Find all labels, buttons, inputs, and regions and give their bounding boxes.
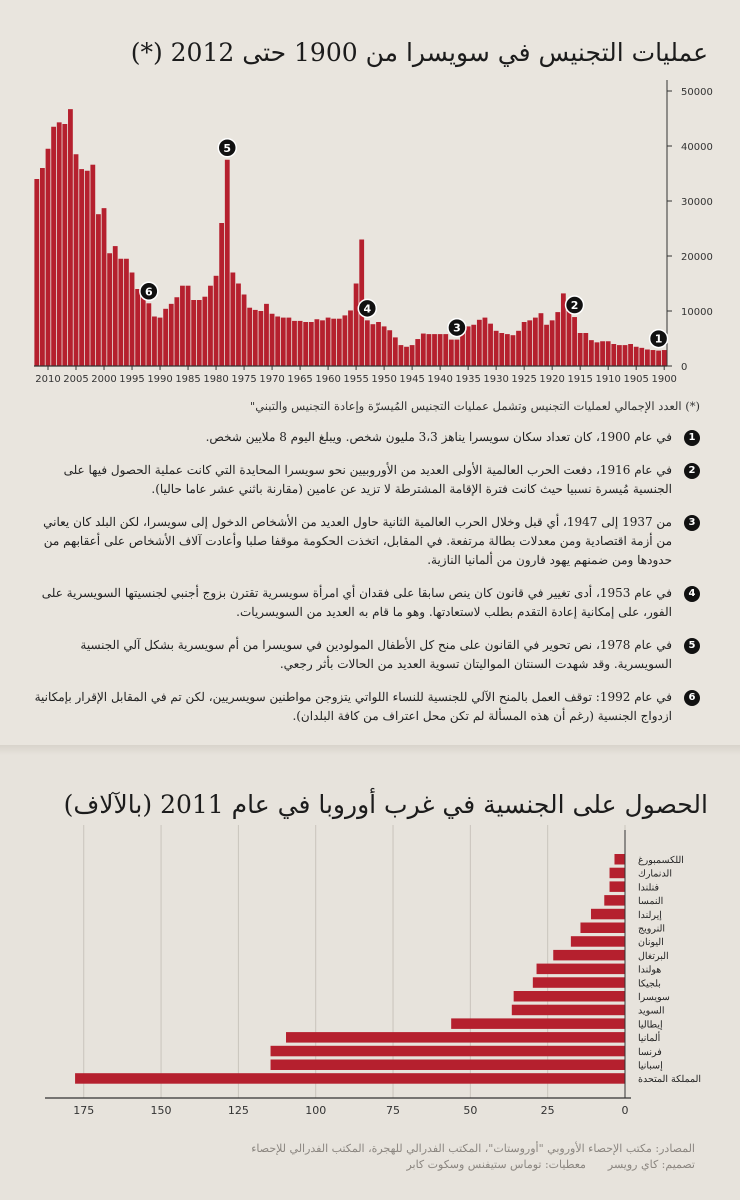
bar <box>662 350 667 366</box>
x-tick-label: 1960 <box>315 374 341 385</box>
bar <box>130 273 135 367</box>
bar <box>163 309 168 366</box>
note-marker-2: 2 <box>684 463 700 479</box>
bar <box>258 311 263 366</box>
bar <box>449 340 454 366</box>
bar <box>174 297 179 366</box>
panel-separator <box>0 745 740 755</box>
note-item <box>30 584 700 622</box>
bar <box>342 315 347 366</box>
bar <box>610 868 625 879</box>
y-tick-label: 40000 <box>681 142 713 153</box>
category-label: فنلندا <box>638 882 660 894</box>
bar <box>578 333 583 366</box>
bar <box>614 854 625 865</box>
bar <box>271 1060 625 1071</box>
note-marker-4: 4 <box>684 586 700 602</box>
x-tick-label: 1940 <box>427 374 453 385</box>
x-tick-label: 2005 <box>63 374 89 385</box>
bar <box>550 320 555 366</box>
bar <box>634 347 639 366</box>
bar <box>466 326 471 366</box>
bar <box>451 1018 625 1029</box>
marker-label: 5 <box>223 141 232 155</box>
x-tick-label: 1930 <box>483 374 509 385</box>
y-tick-label: 20000 <box>681 252 713 263</box>
bar <box>57 122 62 366</box>
bar <box>331 319 336 366</box>
bar <box>537 964 625 975</box>
bar <box>600 341 605 366</box>
sources-line: المصادر: مكتب الإحصاء الأوروبي "أوروستات"، المكتب الفدرالي للهجرة، المكتب الفدرالي للإحصاء <box>251 1142 695 1155</box>
bar <box>264 304 269 366</box>
bar <box>326 318 331 366</box>
x-tick-label: 1970 <box>259 374 285 385</box>
note-text: في عام 1900، كان تعداد سكان سويسرا يناهز 3،3 مليون شخص. ويبلغ اليوم 8 ملايين شخص. <box>205 430 672 444</box>
bar <box>555 312 560 366</box>
y-tick-label: 30000 <box>681 197 713 208</box>
note-marker-1: 1 <box>684 430 700 446</box>
chart1-footnote: (*) العدد الإجمالي لعمليات التجنيس وتشمل عمليات التجنيس المُيسرّة وإعادة التجنيس والتبني" <box>249 399 700 413</box>
marker-label: 6 <box>145 285 153 299</box>
marker-label: 2 <box>570 299 579 313</box>
bar <box>365 320 370 366</box>
note-text: في عام 1953، أدى تغيير في قانون كان ينص سابقا على فقدان أي امرأة سويسرية تقترن بزوج أجنبي لجنسيتها السويسرية على الفور، على إمكانية إعادة التقدم بطلب لاستعادتها. وهو ما قام به العديد من السويسريات. <box>41 586 672 619</box>
x-tick-label: 150 <box>150 1104 172 1117</box>
x-tick-label: 1915 <box>567 374 593 385</box>
note-text: في عام 1978، نص تحوير في القانون على منح كل الأطفال المولودين في سويسرا من أم سويسرية بشكل آلي الجنسية السويسرية. وقد شهدت السنتان المواليتان تسوية العديد من الحالات بأثر رجعي. <box>80 638 672 671</box>
sources <box>95 1141 695 1173</box>
bar <box>298 321 303 366</box>
x-tick-label: 175 <box>73 1104 95 1117</box>
bar <box>320 320 325 366</box>
bar <box>639 348 644 366</box>
bar <box>113 246 118 366</box>
x-tick-label: 1935 <box>455 374 481 385</box>
bar <box>247 308 252 366</box>
credits <box>95 1157 695 1173</box>
bar <box>242 295 247 367</box>
bar <box>40 168 45 366</box>
category-label: سويسرا <box>638 992 670 1003</box>
bar <box>96 214 101 366</box>
bar <box>610 881 625 892</box>
category-label: إسبانيا <box>638 1060 663 1072</box>
note-marker-5: 5 <box>684 638 700 654</box>
bar <box>152 317 157 367</box>
bar <box>141 293 146 366</box>
category-label: إيرلندا <box>638 909 662 921</box>
bar <box>522 322 527 366</box>
x-tick-label: 1955 <box>343 374 369 385</box>
category-label: النرويج <box>638 923 666 935</box>
bar <box>494 331 499 366</box>
bar <box>292 321 297 366</box>
bar <box>208 286 213 366</box>
x-tick-label: 75 <box>386 1104 401 1117</box>
bar <box>404 347 409 366</box>
y-tick-label: 50000 <box>681 87 713 98</box>
bar <box>512 1005 625 1016</box>
bar <box>580 923 625 934</box>
bar <box>606 341 611 366</box>
bar <box>90 165 95 366</box>
bar <box>591 909 625 920</box>
bar <box>146 303 151 366</box>
bar <box>488 324 493 366</box>
bar <box>68 109 73 366</box>
category-label: بلجيكا <box>638 978 661 990</box>
bar <box>62 124 67 366</box>
x-tick-label: 1905 <box>623 374 649 385</box>
bar <box>202 297 207 366</box>
x-tick-label: 1900 <box>651 374 677 385</box>
x-tick-label: 1975 <box>231 374 257 385</box>
bar <box>118 259 123 366</box>
bar <box>197 300 202 366</box>
europe-citizenship-bar-chart <box>0 800 740 1140</box>
category-label: اليونان <box>638 937 664 949</box>
design-credit: تصميم: كاي رويسر <box>607 1158 695 1171</box>
bar <box>499 333 504 366</box>
note-item <box>30 636 700 674</box>
bar <box>511 335 516 366</box>
bar <box>516 331 521 366</box>
marker-label: 3 <box>453 321 461 335</box>
bar <box>583 333 588 366</box>
bar <box>572 317 577 366</box>
bar <box>471 325 476 366</box>
bar <box>387 330 392 366</box>
note-item <box>30 688 700 726</box>
bar <box>348 310 353 366</box>
note-marker-3: 3 <box>684 515 700 531</box>
bar <box>303 322 308 366</box>
bar <box>589 340 594 366</box>
note-item <box>30 513 700 570</box>
bar <box>604 895 625 906</box>
bar <box>617 345 622 366</box>
bar <box>230 273 235 367</box>
bar <box>34 179 39 366</box>
x-tick-label: 100 <box>305 1104 327 1117</box>
category-label: البرتغال <box>638 950 669 962</box>
category-label: النمسا <box>638 896 664 908</box>
bar <box>46 149 51 366</box>
bar <box>611 344 616 366</box>
data-credit: معطيات: توماس ستيفنس وسكوت كابر <box>406 1158 586 1171</box>
bar <box>79 169 84 366</box>
note-item <box>30 461 700 499</box>
bar <box>124 259 129 366</box>
bar <box>623 345 628 366</box>
bar <box>410 345 415 366</box>
bar <box>399 345 404 366</box>
bar <box>539 313 544 366</box>
bar <box>85 171 90 366</box>
bar <box>270 314 275 366</box>
bar <box>371 324 376 366</box>
bar <box>225 160 230 366</box>
bar <box>514 991 625 1002</box>
bar <box>74 154 79 366</box>
bar <box>432 334 437 366</box>
x-tick-label: 1925 <box>511 374 537 385</box>
bar <box>309 322 314 366</box>
x-tick-label: 1945 <box>399 374 425 385</box>
bar <box>477 320 482 366</box>
bar <box>421 334 426 366</box>
bar <box>275 317 280 367</box>
bar <box>427 334 432 366</box>
bar <box>281 318 286 366</box>
bar <box>438 334 443 366</box>
bar <box>180 286 185 366</box>
x-tick-label: 1980 <box>203 374 229 385</box>
bar <box>135 289 140 366</box>
note-text: من 1937 إلى 1947، أي قبل وخلال الحرب العالمية الثانية حاول العديد من الأشخاص الدخول إلى سويسرا، لكن البلد كان يعاني من أزمة اقتصادية ومن معدلات بطالة مرتفعة. في المقابل، اتخذت الحكومة موقفا صلبا وأعادت آلاف الأشخاص على أعقابهم من حدودها ومن ضمنهم يهود فارون من ألمانيا النازية. <box>43 515 672 567</box>
x-tick-label: 1910 <box>595 374 621 385</box>
chart1-title: عمليات التجنيس في سويسرا من 1900 حتى 2012 (*) <box>130 38 708 67</box>
bar <box>628 344 633 366</box>
x-tick-label: 0 <box>621 1104 629 1117</box>
bar <box>544 325 549 366</box>
category-label: هولندا <box>638 964 662 976</box>
bar <box>271 1046 625 1057</box>
note-item <box>30 428 700 447</box>
bar <box>354 284 359 367</box>
bar <box>533 977 625 988</box>
bar <box>415 339 420 366</box>
category-label: فرنسا <box>638 1046 662 1058</box>
x-tick-label: 50 <box>463 1104 478 1117</box>
naturalization-bar-chart <box>0 0 740 395</box>
category-label: المملكة المتحدة <box>638 1074 702 1086</box>
bar <box>253 310 258 366</box>
x-tick-label: 25 <box>540 1104 555 1117</box>
x-tick-label: 1985 <box>175 374 201 385</box>
bar <box>51 127 56 366</box>
bar <box>455 340 460 366</box>
note-text: في عام 1992: توقف العمل بالمنح الآلي للجنسية للنساء اللواتي يتزوجن مواطنين سويسريين، لكن تم في المقابل الإقرار بإمكانية ازدواج الجنسية (رغم أن هذه المسألة لم تكن محل اعتراف من كافة البلدان). <box>34 690 672 723</box>
marker-label: 1 <box>654 332 663 346</box>
bar <box>102 208 107 366</box>
bar <box>656 351 661 366</box>
category-label: اللكسمبورغ <box>638 855 684 866</box>
x-tick-label: 1990 <box>147 374 173 385</box>
x-tick-label: 2000 <box>91 374 117 385</box>
bar <box>393 337 398 366</box>
bar <box>483 318 488 366</box>
bar <box>376 322 381 366</box>
bar <box>505 334 510 366</box>
notes-list <box>30 428 700 740</box>
bar <box>651 350 656 366</box>
y-tick-label: 0 <box>681 362 688 373</box>
x-tick-label: 2010 <box>35 374 61 385</box>
x-tick-label: 1965 <box>287 374 313 385</box>
bar <box>107 253 112 366</box>
category-label: الدنمارك <box>638 868 672 880</box>
bar <box>214 276 219 366</box>
x-tick-label: 125 <box>227 1104 249 1117</box>
bar <box>527 320 532 366</box>
bar <box>169 304 174 366</box>
bar <box>286 318 291 366</box>
bar <box>286 1032 625 1043</box>
bar <box>382 326 387 366</box>
category-label: إيطاليا <box>638 1019 663 1031</box>
bar <box>191 300 196 366</box>
x-tick-label: 1995 <box>119 374 145 385</box>
bar <box>236 284 241 367</box>
bar <box>571 936 625 947</box>
bar <box>75 1073 625 1084</box>
marker-label: 4 <box>363 302 372 316</box>
bar <box>443 334 448 366</box>
x-tick-label: 1920 <box>539 374 565 385</box>
bar <box>158 318 163 366</box>
bar <box>533 318 538 366</box>
bar <box>219 223 224 366</box>
bar <box>186 286 191 366</box>
category-label: السويد <box>638 1005 665 1017</box>
chart2-title: الحصول على الجنسية في غرب أوروبا في عام 2011 (بالآلاف) <box>63 790 708 819</box>
bar <box>460 333 465 366</box>
note-text: في عام 1916، دفعت الحرب العالمية الأولى العديد من الأوروبيين نحو سويسرا المحايدة التي كانت عملية الحصول فيها على الجنسية مُيسرة نسبيا حيث كانت فترة الإقامة المشترطة لا تزيد عن عامين (مقارنة باثني عشر عاما حاليا). <box>63 463 672 496</box>
category-label: ألمانيا <box>638 1033 661 1045</box>
bar <box>645 350 650 367</box>
bar <box>595 342 600 366</box>
x-tick-label: 1950 <box>371 374 397 385</box>
bar <box>337 319 342 366</box>
bar <box>314 319 319 366</box>
y-tick-label: 10000 <box>681 307 713 318</box>
note-marker-6: 6 <box>684 690 700 706</box>
bar <box>553 950 625 961</box>
